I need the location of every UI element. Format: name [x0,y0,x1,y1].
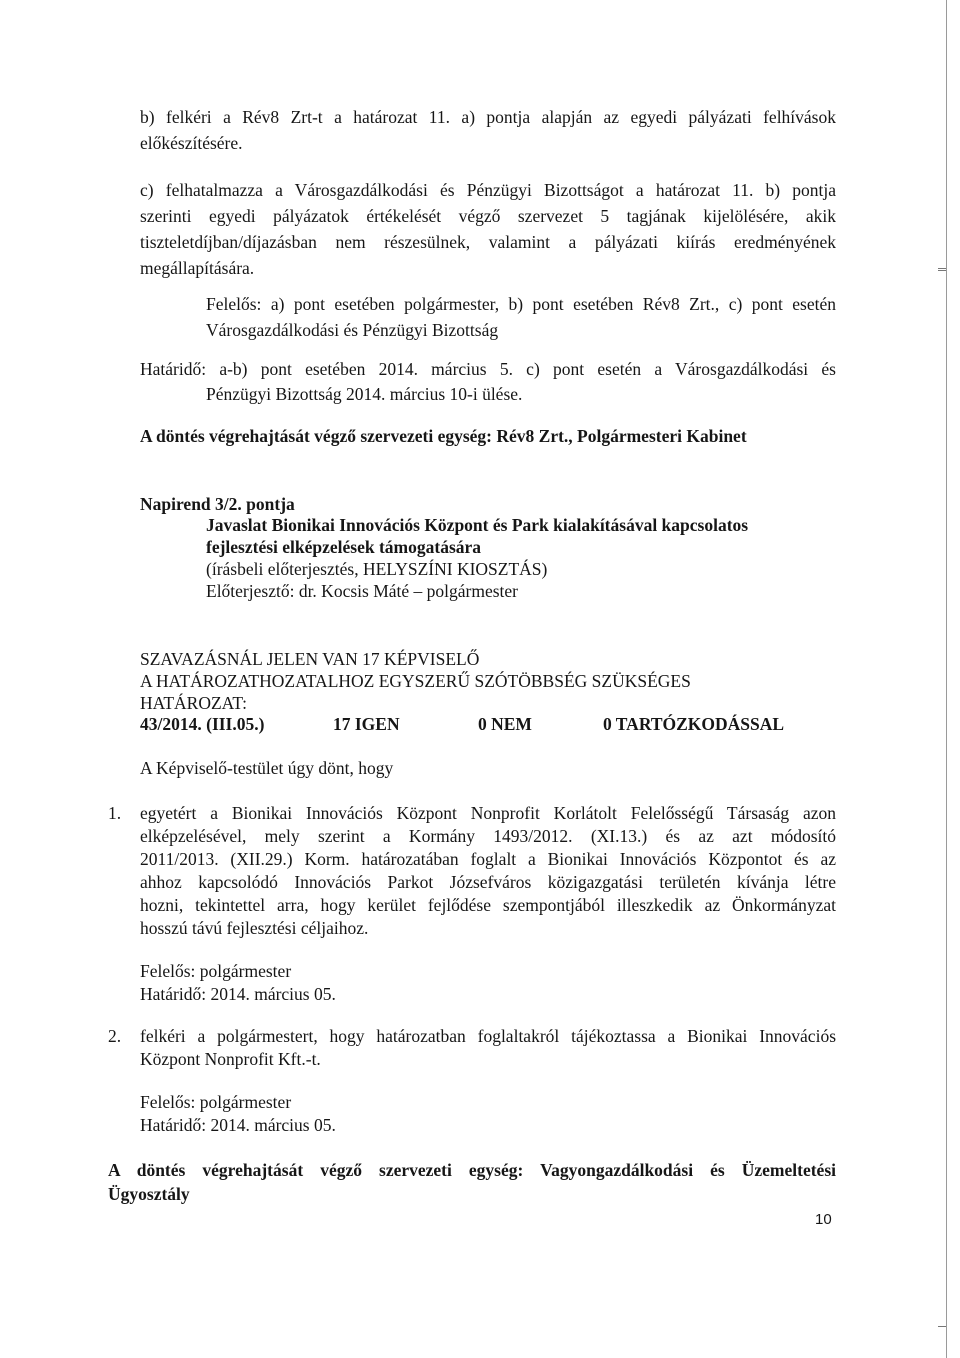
resolution-label: HATÁROZAT: [140,693,248,713]
executing-unit-2-line1: A döntés végrehajtását végző szervezeti egység: Vagyongazdálkodási és Üzemeltetési [108,1160,836,1180]
paragraph-b-line1: b) felkéri a Rév8 Zrt-t a határozat 11. a) pontja alapján az egyedi pályázati felhívások [140,107,836,127]
agenda-note: (írásbeli előterjesztés, HELYSZÍNI KIOSZTÁS) [206,559,548,579]
vote-no: 0 NEM [478,714,532,734]
scan-edge-line [946,0,947,1358]
paragraph-b-line2: előkészítésére. [140,133,243,153]
item-number-2: 2. [108,1026,122,1046]
item1-line2: elképzelésével, mely szerint a Kormány 1493/2012. (XI.13.) és az azt módosító [140,826,836,846]
item1-line1: egyetért a Bionikai Innovációs Központ Nonprofit Korlátolt Felelősségű Társaság azon [140,803,836,823]
edge-tick [938,1326,946,1327]
paragraph-c-line2: szerinti egyedi pályázatok értékelését végző szervezet 5 tagjának kijelölésére, akik [140,206,836,226]
vote-present-line: SZAVAZÁSNÁL JELEN VAN 17 KÉPVISELŐ [140,649,480,669]
executing-unit-2-line2: Ügyosztály [108,1184,190,1204]
agenda-title-line2: fejlesztési elképzelések támogatására [206,537,482,557]
item1-responsible: Felelős: polgármester [140,961,292,981]
agenda-number: Napirend 3/2. pontja [140,494,295,514]
paragraph-c-line1: c) felhatalmazza a Városgazdálkodási és Pénzügyi Bizottságot a határozat 11. b) pontja [140,180,836,200]
item2-line2: Központ Nonprofit Kft.-t. [140,1049,321,1069]
item1-deadline: Határidő: 2014. március 05. [140,984,336,1004]
paragraph-c-line4: megállapítására. [140,258,255,278]
deadline-line1: Határidő: a-b) pont esetében 2014. március 5. c) pont esetén a Városgazdálkodási és [140,359,836,379]
page-number: 10 [815,1211,832,1228]
edge-tick [938,268,946,269]
item-number-1: 1. [108,803,122,823]
vote-yes: 17 IGEN [333,714,400,734]
responsible-line2: Városgazdálkodási és Pénzügyi Bizottság [206,320,499,340]
edge-tick [938,270,946,271]
item2-deadline: Határidő: 2014. március 05. [140,1115,336,1135]
decision-intro: A Képviselő-testület úgy dönt, hogy [140,758,394,778]
deadline-line2: Pénzügyi Bizottság 2014. március 10-i ülése. [206,384,523,404]
executing-unit: A döntés végrehajtását végző szervezeti egység: Rév8 Zrt., Polgármesteri Kabinet [140,426,747,446]
vote-abstain: 0 TARTÓZKODÁSSAL [603,714,785,734]
agenda-presenter: Előterjesztő: dr. Kocsis Máté – polgármester [206,581,519,601]
item1-line6: hosszú távú fejlesztési céljaihoz. [140,918,369,938]
item1-line5: hozni, tekintettel arra, hogy kerület fejlődése szempontjából illeszkedik az Önkormányzat [140,895,836,915]
responsible-line1: Felelős: a) pont esetében polgármester, b) pont esetében Rév8 Zrt., c) pont esetén [206,294,836,314]
vote-result-row [140,711,840,737]
item1-line4: ahhoz kapcsolódó Innovációs Parkot Józsefváros közigazgatási területén kívánja létre [140,872,836,892]
agenda-title-line1: Javaslat Bionikai Innovációs Központ és Park kialakításával kapcsolatos [206,515,749,535]
paragraph-c-line3: tiszteletdíjban/díjazásban nem részesülnek, valamint a pályázati kiírás eredményének [140,232,836,252]
item2-line1: felkéri a polgármestert, hogy határozatban foglaltakról tájékoztassa a Bionikai Innovációs [140,1026,836,1046]
item1-line3: 2011/2013. (XII.29.) Korm. határozatában foglalt a Bionikai Innovációs Központot és az [140,849,836,869]
vote-majority-line: A HATÁROZATHOZATALHOZ EGYSZERŰ SZÓTÖBBSÉG SZÜKSÉGES [140,671,691,691]
resolution-number: 43/2014. (III.05.) [140,714,265,734]
item2-responsible: Felelős: polgármester [140,1092,292,1112]
